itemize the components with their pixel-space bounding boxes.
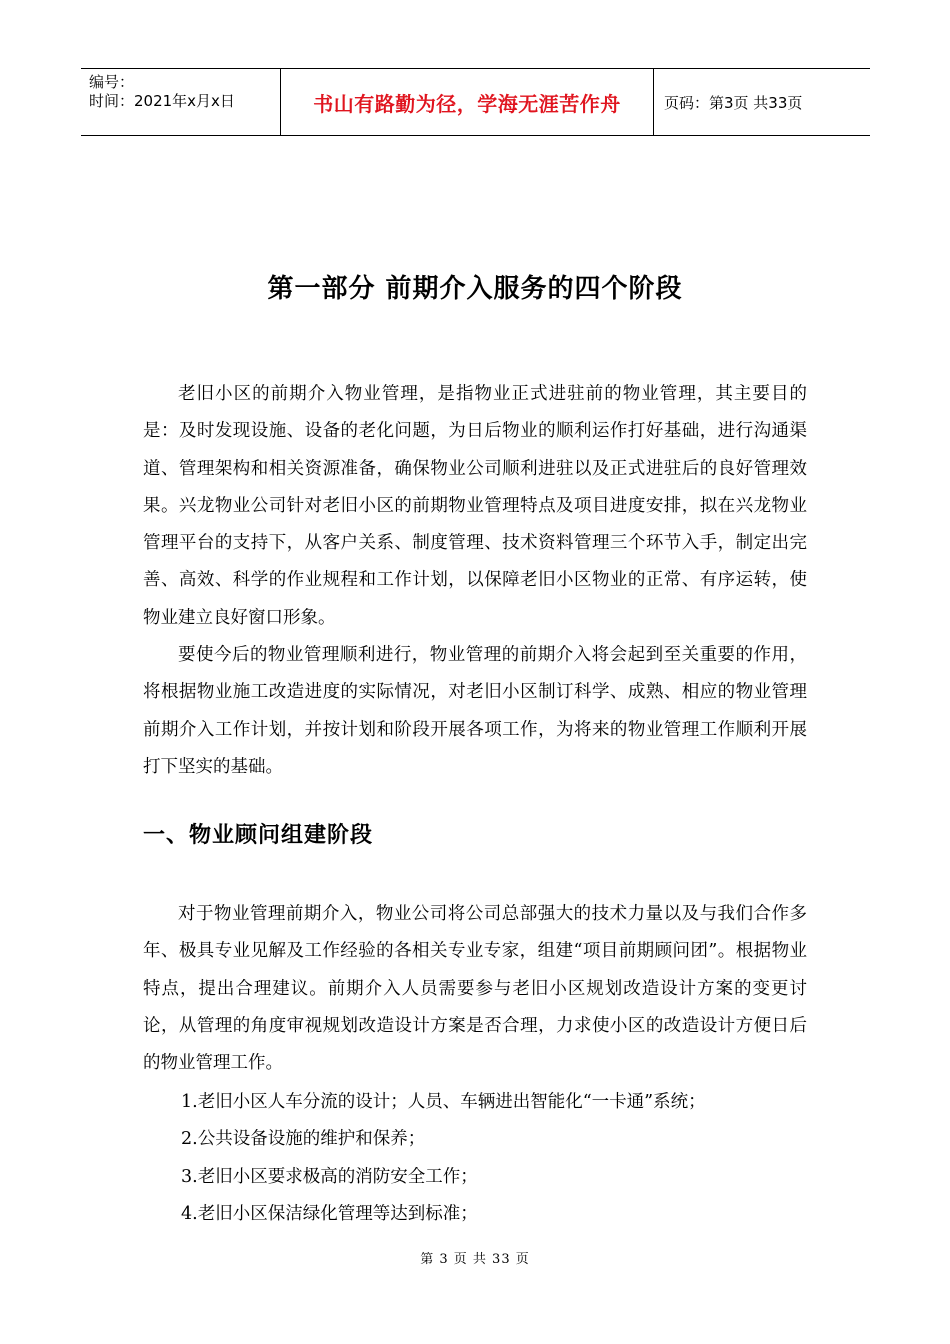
document-number-label: 编号： [89, 73, 135, 91]
intro-paragraph-1: 老旧小区的前期介入物业管理，是指物业正式进驻前的物业管理，其主要目的是：及时发现设施、设备的老化问题，为日后物业的顺利运作打好基础，进行沟通渠道、管理架构和相关资源准备，确保物业公司顺利进驻以及正式进驻后的良好管理效果。兴龙物业公司针对老旧小区的前期物业管理特点及项目进度安排，拟在兴龙物业管理平台的支持下，从客户关系、制度管理、技术资料管理三个环节入手，制定出完善、高效、科学的作业规程和工作计划，以保障老旧小区物业的正常、有序运转，使物业建立良好窗口形象。 [143, 384, 807, 628]
intro-paragraph-2: 要使今后的物业管理顺利进行，物业管理的前期介入将会起到至关重要的作用，将根据物业施工改造进度的实际情况，对老旧小区制订科学、成熟、相应的物业管理前期介入工作计划，并按计划和阶段开展各项工作，为将来的物业管理工作顺利开展打下坚实的基础。 [143, 645, 807, 777]
list-item: 1.老旧小区人车分流的设计；人员、车辆进出智能化“一卡通”系统； [181, 1092, 706, 1112]
section-list [181, 1084, 801, 1233]
section-paragraph: 对于物业管理前期介入，物业公司将公司总部强大的技术力量以及与我们合作多年、极具专业见解及工作经验的各相关专业专家，组建“项目前期顾问团”。根据物业特点，提出合理建议。前期介入人员需要参与老旧小区规划改造设计方案的变更讨论，从管理的角度审视规划改造设计方案是否合理，力求使小区的改造设计方便日后的物业管理工作。 [143, 904, 807, 1074]
header-page-info: 页码：第3页 共33页 [664, 93, 803, 112]
page-footer: 第 3 页 共 33 页 [420, 1252, 530, 1267]
list-item: 4.老旧小区保洁绿化管理等达到标准； [181, 1203, 478, 1224]
list-item: 3.老旧小区要求极高的消防安全工作； [181, 1166, 478, 1187]
list-item: 2.公共设备设施的维护和保养； [181, 1129, 426, 1150]
section-body [143, 896, 807, 1082]
page-title: 第一部分 前期介入服务的四个阶段 [267, 274, 683, 304]
page-header [81, 68, 870, 136]
document-date-label: 时间：2021年x月x日 [89, 92, 235, 110]
header-meta [81, 69, 281, 135]
intro-section [143, 376, 807, 786]
header-motto: 书山有路勤为径，学海无涯苦作舟 [281, 69, 654, 135]
section-heading: 一、物业顾问组建阶段 [143, 823, 374, 848]
